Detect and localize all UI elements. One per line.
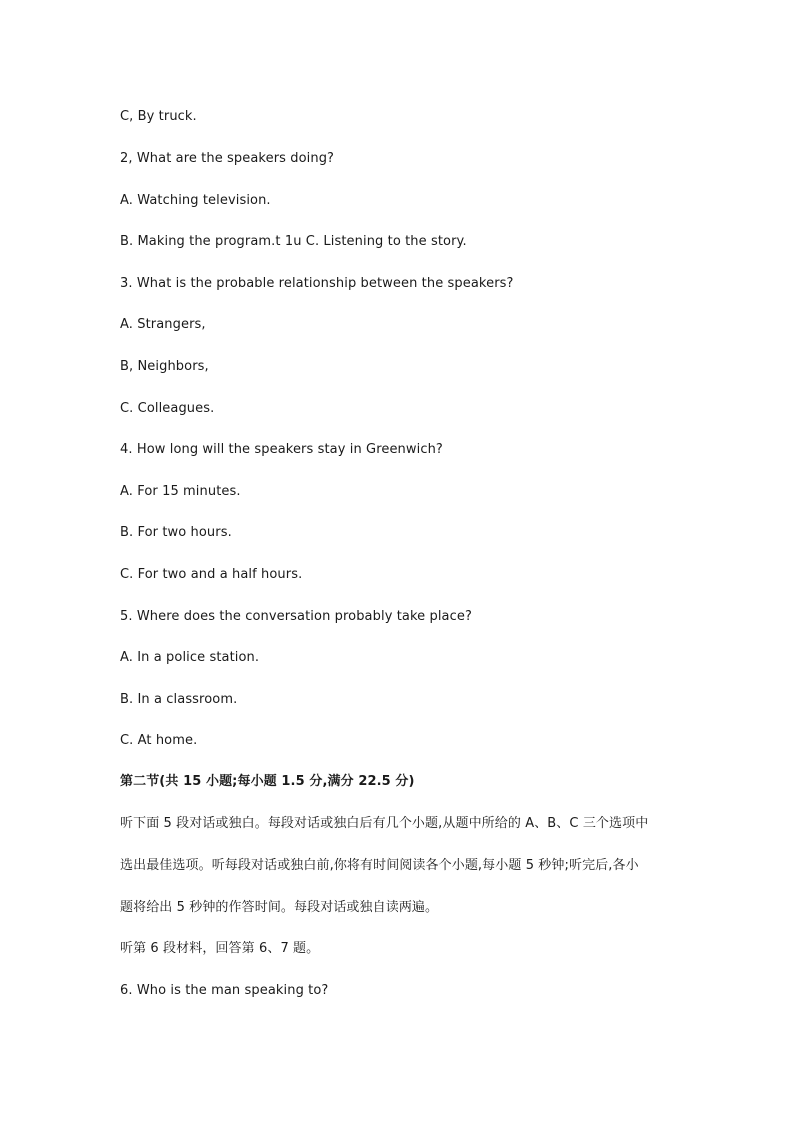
material-intro: 听第 6 段材料，回答第 6、7 题。 [120,941,320,956]
section-heading: 第二节(共 15 小题;每小题 1.5 分,满分 22.5 分) [120,774,415,789]
option-5b: B. In a classroom. [120,692,238,707]
option-2a: A. Watching television. [120,193,271,208]
question-5: 5. Where does the conversation probably take place? [120,609,472,624]
instruction-line-3: 题将给出 5 秒钟的作答时间。每段对话或独自读两遍。 [120,900,439,915]
question-4: 4. How long will the speakers stay in Greenwich? [120,442,443,457]
option-3b: B, Neighbors, [120,359,209,374]
option-5a: A. In a police station. [120,650,260,665]
option-3a: A. Strangers, [120,317,206,332]
instruction-line-2: 选出最佳选项。听每段对话或独白前,你将有时间阅读各个小题,每小题 5 秒钟;听完后,各小 [120,858,639,873]
option-1c: C, By truck. [120,109,197,124]
option-2b-2c: B. Making the program.t 1u C. Listening to the story. [120,234,467,249]
option-4a: A. For 15 minutes. [120,484,241,499]
option-4c: C. For two and a half hours. [120,567,303,582]
question-6: 6. Who is the man speaking to? [120,983,329,998]
instruction-line-1: 听下面 5 段对话或独白。每段对话或独白后有几个小题,从题中所给的 A、B、C 三个选项中 [120,816,649,831]
option-5c: C. At home. [120,733,198,748]
question-2: 2, What are the speakers doing? [120,151,335,166]
option-4b: B. For two hours. [120,525,232,540]
option-3c: C. Colleagues. [120,401,215,416]
question-3: 3. What is the probable relationship between the speakers? [120,276,514,291]
